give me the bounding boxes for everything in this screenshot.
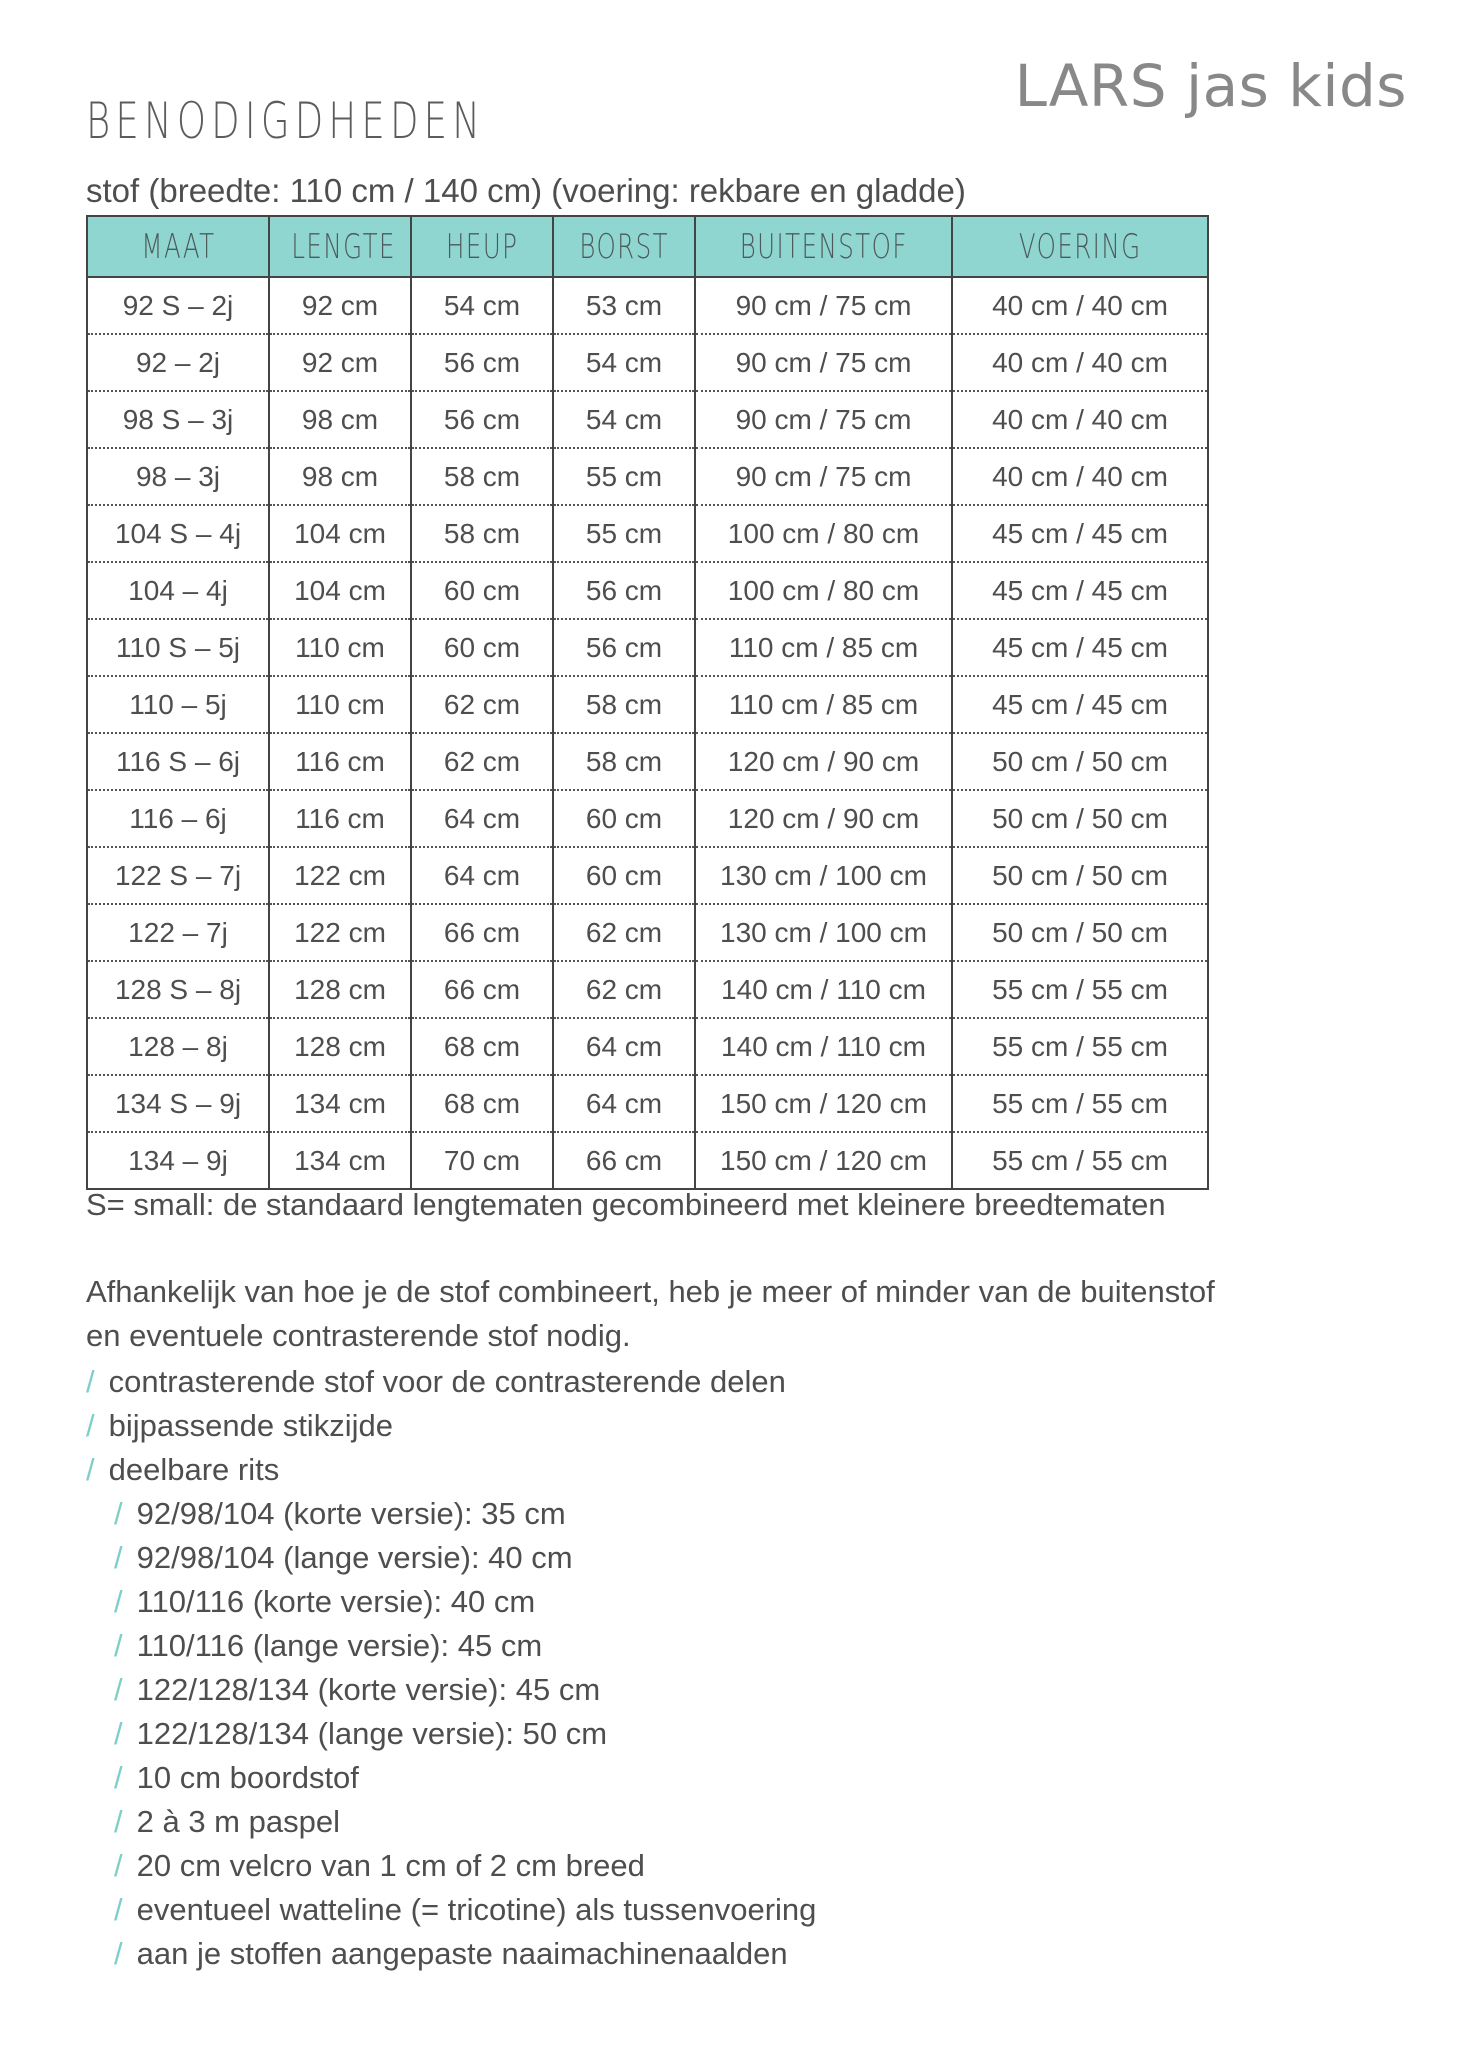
table-cell: 122 cm [269,904,411,961]
list-item-text: 20 cm velcro van 1 cm of 2 cm breed [136,1848,645,1883]
table-cell: 68 cm [411,1075,553,1132]
table-row [87,391,1208,448]
table-header-row [87,216,1208,277]
table-cell: 134 cm [269,1075,411,1132]
table-cell: 50 cm / 50 cm [952,847,1208,904]
table-cell: 90 cm / 75 cm [695,334,952,391]
table-row [87,847,1208,904]
list-item [86,1360,816,1404]
table-row [87,676,1208,733]
table-cell: 104 – 4j [87,562,269,619]
list-item-text: 10 cm boordstof [136,1760,359,1795]
table-cell: 120 cm / 90 cm [695,790,952,847]
table-cell: 64 cm [411,790,553,847]
table-row [87,790,1208,847]
list-item [86,1668,816,1712]
table-cell: 98 cm [269,391,411,448]
table-cell: 104 cm [269,562,411,619]
table-row [87,334,1208,391]
table-cell: 60 cm [411,562,553,619]
slash-bullet: / [86,1452,95,1487]
list-item [86,1800,816,1844]
table-cell: 122 – 7j [87,904,269,961]
table-cell: 128 S – 8j [87,961,269,1018]
slash-bullet: / [114,1540,123,1575]
table-cell: 54 cm [553,391,695,448]
slash-bullet: / [114,1892,123,1927]
table-cell: 62 cm [553,904,695,961]
table-row [87,448,1208,505]
table-row [87,1132,1208,1189]
fabric-paragraph: Afhankelijk van hoe je de stof combineert, heb je meer of minder van de buitenstof en eventuele contrasterende stof nodig. [86,1274,1215,1353]
table-row [87,619,1208,676]
table-cell: 104 S – 4j [87,505,269,562]
list-item-text: 92/98/104 (lange versie): 40 cm [136,1540,573,1575]
size-table [86,215,1209,1190]
table-cell: 128 cm [269,961,411,1018]
list-item [86,1448,816,1492]
table-row [87,904,1208,961]
table-cell: 40 cm / 40 cm [952,391,1208,448]
table-cell: 92 S – 2j [87,277,269,334]
table-cell: 60 cm [553,847,695,904]
column-header-maat: MAAT [87,216,269,277]
list-item-text: 110/116 (lange versie): 45 cm [136,1628,543,1663]
column-header-lengte: LENGTE [269,216,411,277]
list-item-text: 110/116 (korte versie): 40 cm [136,1584,536,1619]
list-item [86,1492,816,1536]
table-cell: 62 cm [411,733,553,790]
table-body [87,277,1208,1189]
list-item [86,1712,816,1756]
table-cell: 100 cm / 80 cm [695,562,952,619]
table-row [87,562,1208,619]
table-cell: 92 – 2j [87,334,269,391]
slash-bullet: / [114,1760,123,1795]
list-item-text: deelbare rits [108,1452,280,1487]
table-cell: 55 cm / 55 cm [952,1075,1208,1132]
size-footnote: S= small: de standaard lengtematen gecombineerd met kleinere breedtematen [86,1187,1166,1222]
list-item-text: 2 à 3 m paspel [136,1804,340,1839]
table-cell: 110 cm [269,619,411,676]
table-cell: 50 cm / 50 cm [952,733,1208,790]
list-item [86,1624,816,1668]
table-cell: 140 cm / 110 cm [695,1018,952,1075]
slash-bullet: / [114,1672,123,1707]
table-cell: 55 cm [553,448,695,505]
table-cell: 64 cm [411,847,553,904]
table-cell: 56 cm [553,562,695,619]
slash-bullet: / [114,1848,123,1883]
table-cell: 56 cm [553,619,695,676]
column-header-buitenstof: BUITENSTOF [695,216,952,277]
table-cell: 64 cm [553,1075,695,1132]
table-row [87,733,1208,790]
slash-bullet: / [86,1408,95,1443]
list-item-text: contrasterende stof voor de contrasterende delen [108,1364,786,1399]
table-cell: 58 cm [411,505,553,562]
column-header-borst: BORST [553,216,695,277]
table-cell: 56 cm [411,391,553,448]
list-item [86,1844,816,1888]
table-cell: 56 cm [411,334,553,391]
table-cell: 116 cm [269,733,411,790]
table-cell: 45 cm / 45 cm [952,619,1208,676]
table-cell: 134 S – 9j [87,1075,269,1132]
table-cell: 66 cm [553,1132,695,1189]
table-cell: 53 cm [553,277,695,334]
slash-bullet: / [114,1936,123,1971]
table-cell: 134 cm [269,1132,411,1189]
table-row [87,1075,1208,1132]
table-row [87,277,1208,334]
fabric-width-line: stof (breedte: 110 cm / 140 cm) (voering: rekbare en gladde) [86,172,966,209]
table-cell: 122 cm [269,847,411,904]
table-cell: 100 cm / 80 cm [695,505,952,562]
table-row [87,1018,1208,1075]
table-cell: 60 cm [411,619,553,676]
table-cell: 122 S – 7j [87,847,269,904]
list-item-text: eventueel watteline (= tricotine) als tussenvoering [136,1892,817,1927]
table-cell: 40 cm / 40 cm [952,448,1208,505]
table-cell: 92 cm [269,277,411,334]
table-cell: 116 S – 6j [87,733,269,790]
table-cell: 90 cm / 75 cm [695,391,952,448]
table-cell: 116 cm [269,790,411,847]
table-cell: 104 cm [269,505,411,562]
list-item [86,1932,816,1976]
column-header-heup: HEUP [411,216,553,277]
table-cell: 40 cm / 40 cm [952,277,1208,334]
table-cell: 110 cm [269,676,411,733]
table-cell: 45 cm / 45 cm [952,505,1208,562]
list-item-text: bijpassende stikzijde [108,1408,393,1443]
document-title: LARS jas kids [1014,52,1407,120]
supplies-list [86,1360,816,1976]
table-cell: 58 cm [553,733,695,790]
table-cell: 130 cm / 100 cm [695,847,952,904]
list-item [86,1404,816,1448]
table-cell: 55 cm [553,505,695,562]
slash-bullet: / [114,1716,123,1751]
table-cell: 110 cm / 85 cm [695,619,952,676]
table-cell: 55 cm / 55 cm [952,1132,1208,1189]
column-header-voering: VOERING [952,216,1208,277]
table-cell: 68 cm [411,1018,553,1075]
table-cell: 98 cm [269,448,411,505]
table-row [87,961,1208,1018]
slash-bullet: / [86,1364,95,1399]
table-cell: 120 cm / 90 cm [695,733,952,790]
table-row [87,505,1208,562]
table-cell: 58 cm [411,448,553,505]
table-cell: 45 cm / 45 cm [952,676,1208,733]
table-cell: 58 cm [553,676,695,733]
table-cell: 50 cm / 50 cm [952,790,1208,847]
table-cell: 60 cm [553,790,695,847]
size-table-wrapper [86,215,1207,1190]
table-cell: 134 – 9j [87,1132,269,1189]
table-cell: 45 cm / 45 cm [952,562,1208,619]
list-item-text: 122/128/134 (lange versie): 50 cm [136,1716,608,1751]
table-cell: 66 cm [411,961,553,1018]
table-cell: 40 cm / 40 cm [952,334,1208,391]
list-item [86,1756,816,1800]
table-cell: 110 – 5j [87,676,269,733]
table-cell: 140 cm / 110 cm [695,961,952,1018]
table-cell: 90 cm / 75 cm [695,277,952,334]
table-cell: 55 cm / 55 cm [952,961,1208,1018]
list-item [86,1536,816,1580]
table-cell: 50 cm / 50 cm [952,904,1208,961]
section-heading: BENODIGDHEDEN [86,92,486,150]
table-cell: 110 cm / 85 cm [695,676,952,733]
slash-bullet: / [114,1628,123,1663]
table-cell: 70 cm [411,1132,553,1189]
table-cell: 150 cm / 120 cm [695,1132,952,1189]
table-cell: 90 cm / 75 cm [695,448,952,505]
list-item-text: aan je stoffen aangepaste naaimachinenaalden [136,1936,788,1971]
slash-bullet: / [114,1584,123,1619]
table-cell: 62 cm [553,961,695,1018]
table-cell: 98 – 3j [87,448,269,505]
table-cell: 116 – 6j [87,790,269,847]
table-cell: 66 cm [411,904,553,961]
list-item [86,1888,816,1932]
table-cell: 128 – 8j [87,1018,269,1075]
table-cell: 62 cm [411,676,553,733]
slash-bullet: / [114,1496,123,1531]
table-cell: 92 cm [269,334,411,391]
table-cell: 55 cm / 55 cm [952,1018,1208,1075]
table-cell: 128 cm [269,1018,411,1075]
table-cell: 64 cm [553,1018,695,1075]
table-cell: 150 cm / 120 cm [695,1075,952,1132]
table-cell: 54 cm [411,277,553,334]
list-item-text: 92/98/104 (korte versie): 35 cm [136,1496,566,1531]
table-cell: 98 S – 3j [87,391,269,448]
table-cell: 130 cm / 100 cm [695,904,952,961]
table-cell: 110 S – 5j [87,619,269,676]
slash-bullet: / [114,1804,123,1839]
list-item-text: 122/128/134 (korte versie): 45 cm [136,1672,601,1707]
list-item [86,1580,816,1624]
table-cell: 54 cm [553,334,695,391]
